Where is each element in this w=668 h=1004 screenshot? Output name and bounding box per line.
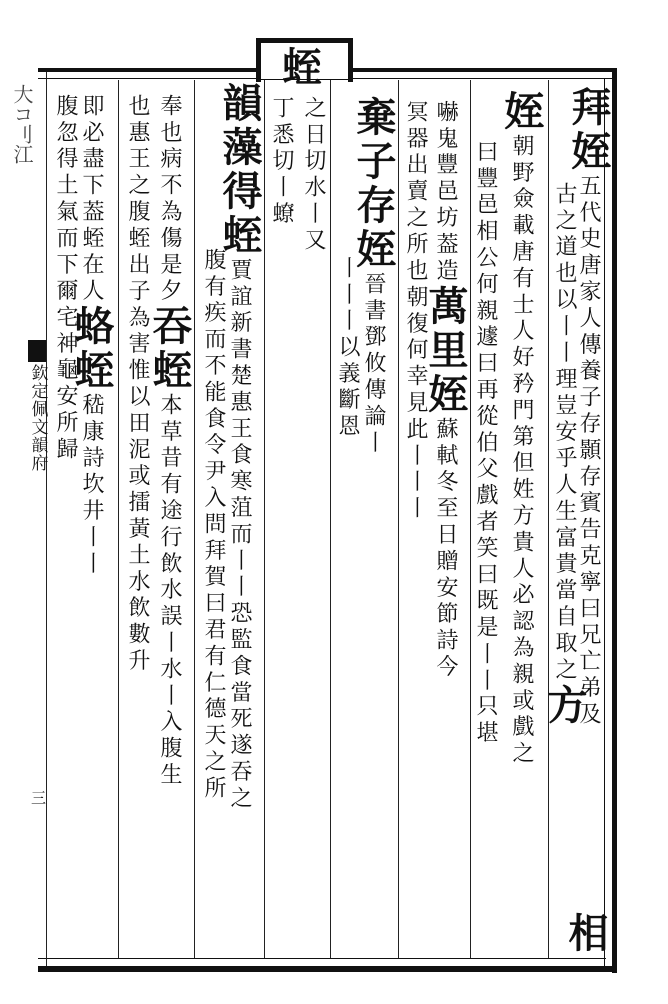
- headword-glyph: 棄: [350, 96, 397, 140]
- headword-glyph: 蛭: [146, 349, 193, 394]
- text-segment: 古之道也以: [552, 182, 577, 314]
- headword-glyph: 韻: [216, 82, 263, 126]
- headword-glyph: 得: [216, 170, 263, 214]
- frame-bottom: [38, 966, 617, 972]
- edge-glyph: 大コ刂江: [10, 84, 34, 164]
- text-column: [541, 182, 588, 728]
- text-segment: 以義斷恩: [335, 335, 360, 441]
- text-segment: 丨丨: [552, 314, 577, 367]
- text-segment: 曰豐邑相公何親遽曰再從伯父戲者笑曰既是: [473, 140, 498, 642]
- text-segment: 嵇康詩坎井丨丨: [79, 393, 104, 579]
- text-column: [122, 94, 152, 675]
- text-segment: 之日切水丨又: [301, 96, 326, 255]
- headword-glyph: 存: [350, 184, 397, 228]
- text-segment: 只堪: [473, 694, 498, 748]
- frame-right: [612, 68, 617, 973]
- header-box-top: [256, 38, 352, 43]
- column-divider: [118, 80, 119, 958]
- margin-divider: [46, 72, 47, 966]
- header-box-right: [348, 38, 353, 82]
- text-segment: 丁悉切丨蟟: [269, 96, 294, 228]
- margin-book-label: [26, 364, 48, 472]
- headword-glyph: 蛭: [216, 214, 263, 258]
- header-box-left: [256, 38, 261, 82]
- frame-top-inner: [38, 78, 260, 79]
- headword-glyph: 姪: [498, 90, 545, 134]
- text-column: [266, 96, 296, 228]
- column-divider: [194, 80, 195, 958]
- text-segment: 晉書鄧攸傳論丨: [361, 272, 386, 457]
- text-column: [50, 94, 80, 464]
- text-segment: 賈誼新書楚惠王食寒菹而丨丨恐監食當死遂吞之: [227, 258, 252, 813]
- text-segment: 朝復何幸見此丨丨丨: [403, 284, 428, 523]
- text-segment: 腹有疾而不能食令尹入問拜賀曰君有仁德天之所: [201, 248, 226, 803]
- column-divider: [330, 80, 331, 958]
- text-column: [560, 912, 610, 956]
- headword-glyph: 蛒: [68, 305, 115, 350]
- frame-bottom-inner: [38, 958, 606, 959]
- text-column: [298, 96, 328, 254]
- headword-glyph: 姪: [350, 228, 397, 272]
- text-column: [400, 100, 430, 522]
- headword-glyph: 姪: [422, 372, 469, 417]
- headword-glyph: 相: [562, 912, 609, 956]
- margin-mark: [28, 340, 46, 362]
- text-segment: 嚇鬼豐邑坊葢造: [433, 100, 458, 285]
- folio-number: 三: [29, 790, 47, 805]
- book-label: 欽定佩文韻府: [27, 364, 48, 472]
- frame-top-inner-right: [348, 78, 614, 79]
- headword-glyph: 藻: [216, 126, 263, 170]
- text-segment: 本草昔有途行飲水誤丨水丨入腹生: [157, 393, 182, 790]
- text-segment: 宅神龜安所歸: [53, 305, 78, 464]
- text-segment: 丨丨丨: [335, 256, 360, 336]
- text-segment: 冥器出賣之所也: [403, 100, 428, 285]
- headword-glyph: 里: [422, 328, 469, 373]
- headword-glyph: 蛭: [68, 349, 115, 394]
- text-segment: 奉也病不為傷是夕: [157, 94, 182, 306]
- frame-top-right: [348, 68, 614, 72]
- headword-glyph: 方: [541, 683, 588, 728]
- text-column: [496, 90, 546, 768]
- text-segment: 腹忽得土氣而下爾: [53, 94, 78, 306]
- column-divider: [264, 80, 265, 958]
- page-header-title: 蛭: [282, 44, 322, 91]
- text-segment: 朝野僉載唐有士人好矜門第但姓方貴人必認為親或戲之: [509, 134, 534, 768]
- headword-glyph: 拜: [565, 86, 612, 130]
- headword-glyph: 姪: [565, 130, 612, 174]
- margin-edge-fragment: [2, 84, 42, 164]
- frame-top-left: [38, 68, 260, 72]
- text-segment: 五代史唐家人傳養子存顥存賓告克寧曰兄亡弟及: [576, 174, 601, 729]
- text-segment: 即必盡下葢蛭在人: [79, 94, 104, 306]
- headword-glyph: 子: [350, 140, 397, 184]
- text-column: [470, 140, 500, 747]
- text-segment: 蘇軾冬至日贈安節詩今: [433, 416, 458, 681]
- text-segment: 理豈安乎人生富貴當自取之: [552, 366, 577, 684]
- text-column: [332, 256, 362, 441]
- headword-glyph: 萬: [422, 284, 469, 329]
- text-segment: 也惠王之腹蛭出: [125, 94, 150, 279]
- text-column: [198, 248, 228, 802]
- headword-glyph: 吞: [146, 305, 193, 350]
- text-segment: 丨丨: [473, 641, 498, 695]
- column-divider: [398, 80, 399, 958]
- text-segment: 子為害惟以田泥或擂黃土水飲數升: [125, 278, 150, 675]
